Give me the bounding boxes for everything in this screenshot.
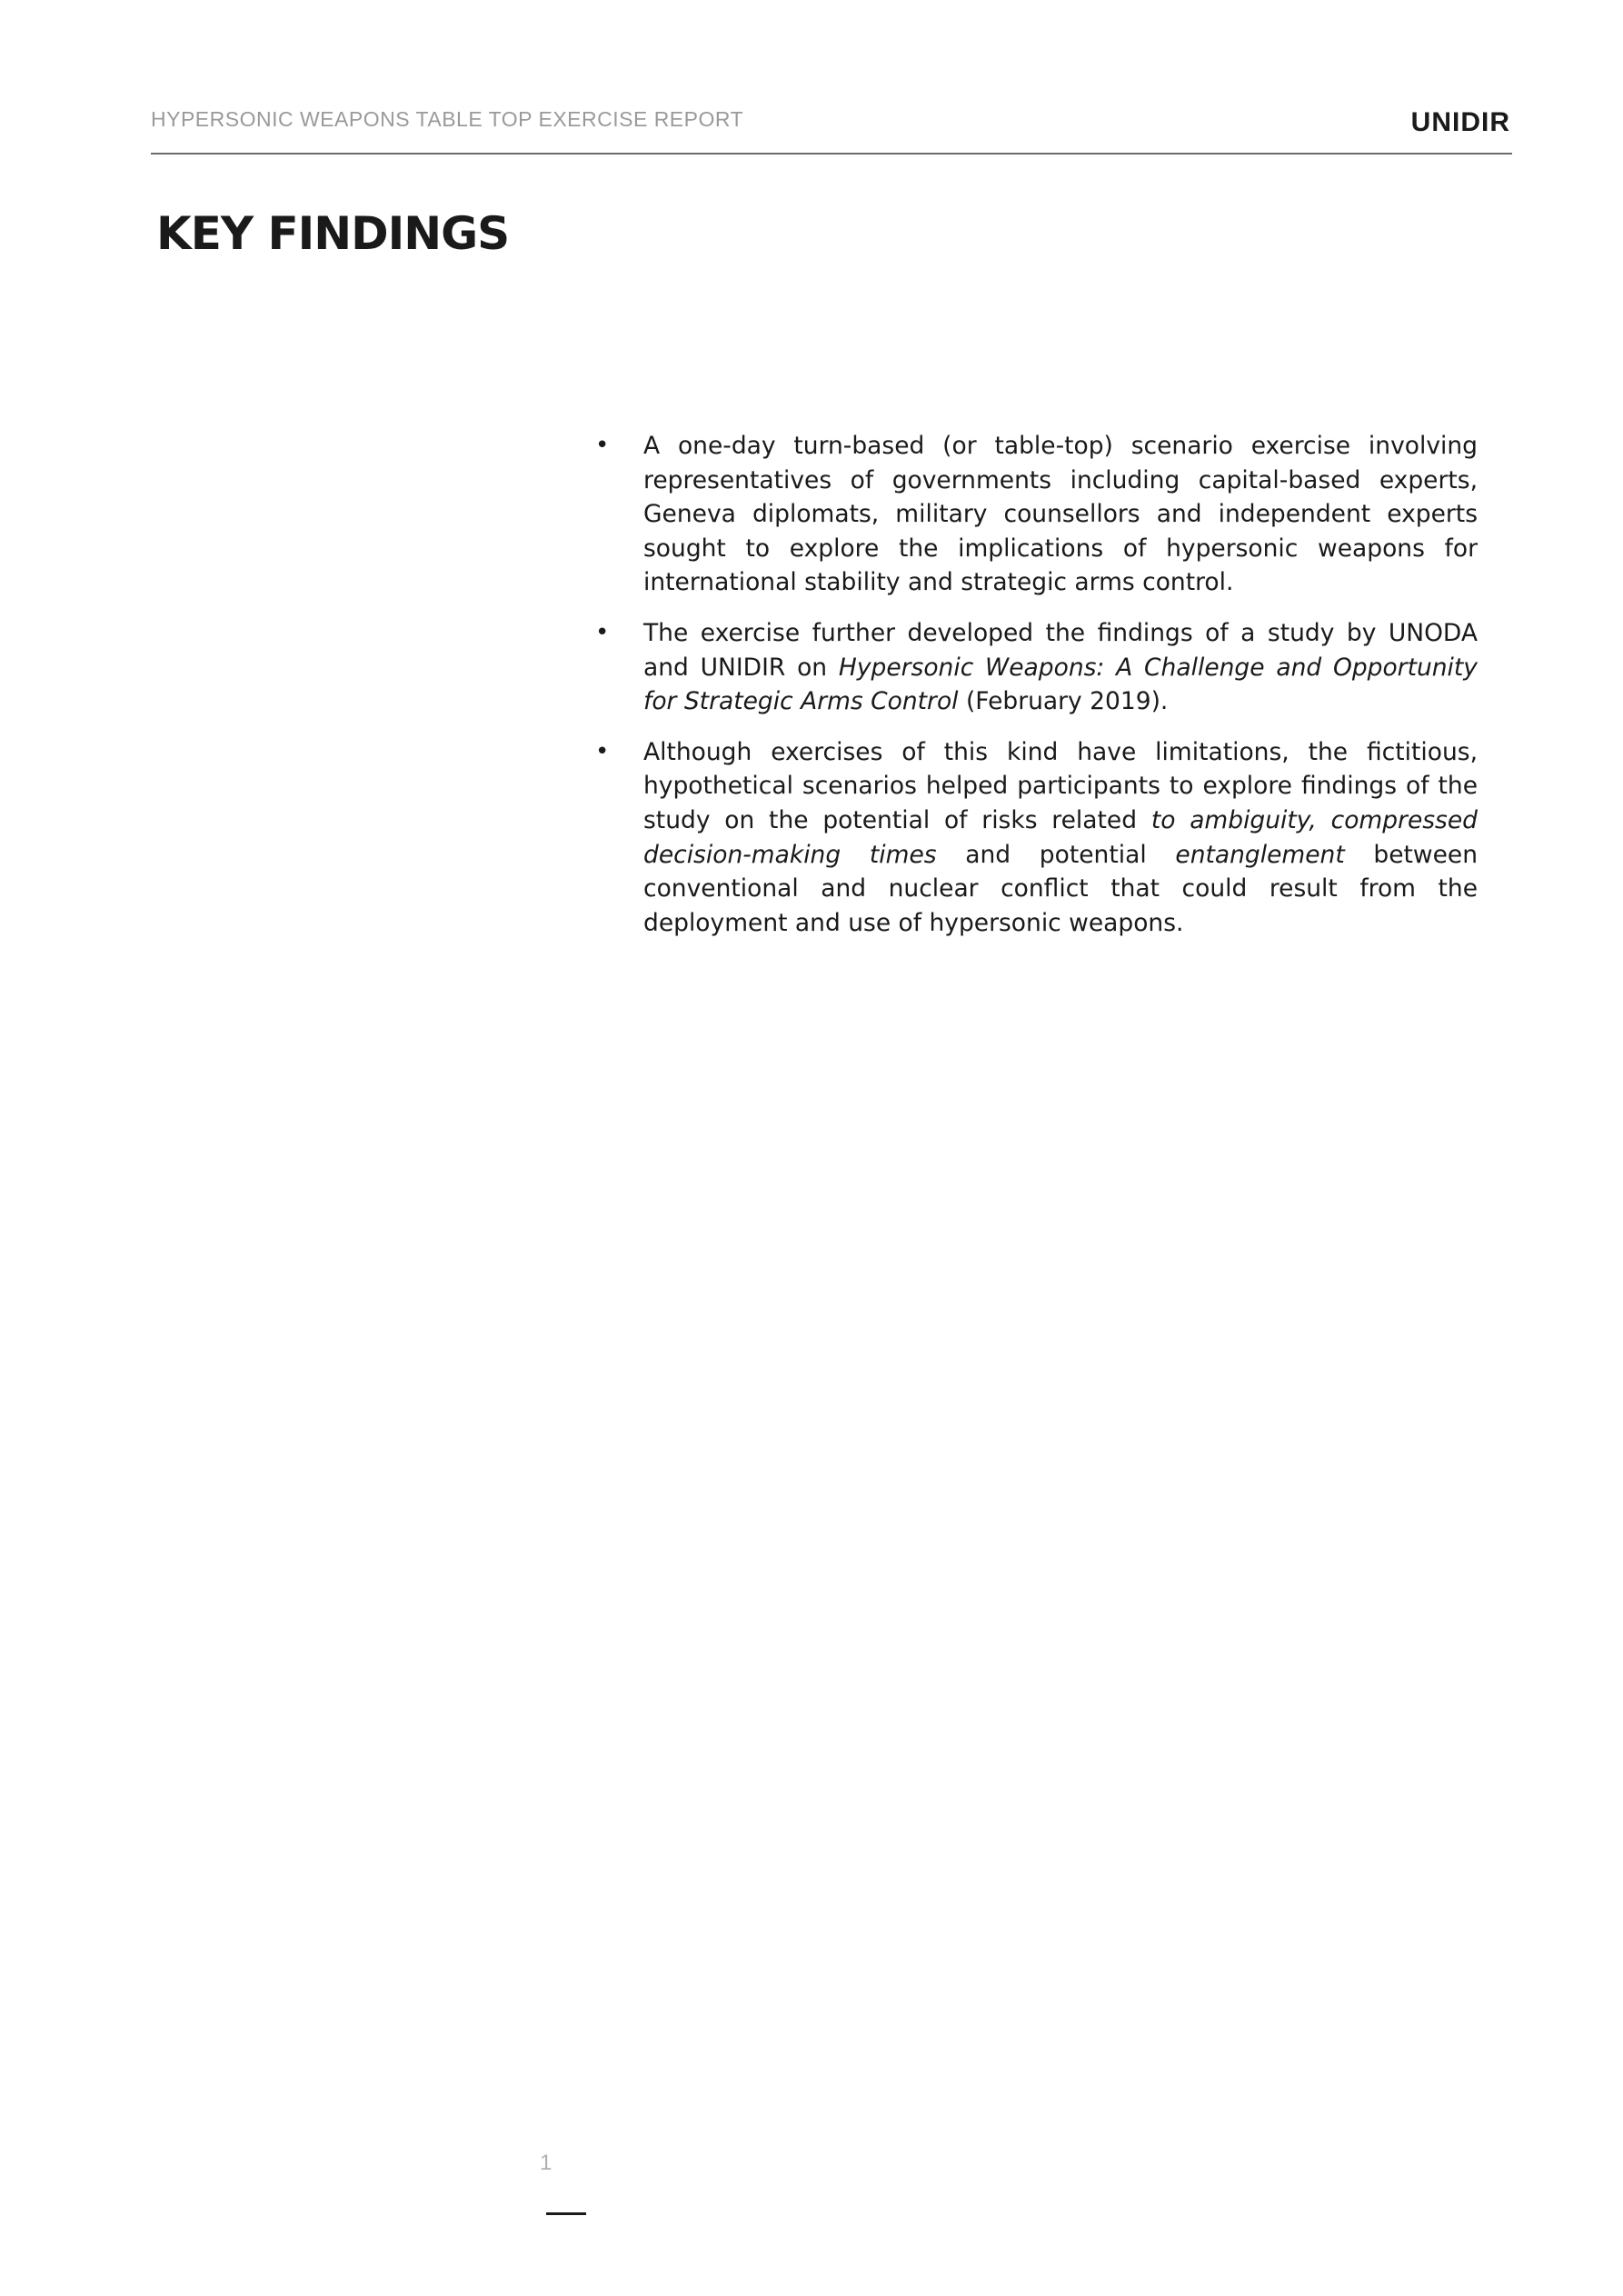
key-findings-list: [595, 429, 1479, 956]
bullet-icon: •: [595, 737, 610, 765]
page-number-rule: [546, 2212, 586, 2215]
emphasis-text: entanglement: [1175, 840, 1345, 869]
finding-text: The exercise further developed the findings of a study by UNODA and UNIDIR on: [643, 618, 1478, 682]
page-title: KEY FINDINGS: [156, 207, 510, 260]
page-number: 1: [540, 2151, 553, 2175]
finding-text: between conventional and nuclear conflict that could result from the deployment and use of hypersonic weapons.: [643, 840, 1479, 937]
finding-text: Although exercises of this kind have limitations, the fictitious, hypothetical scenarios helped participants to explore findings of the study on the potential of risks related: [643, 737, 1478, 834]
brand-logo-text: UNIDIR: [1410, 107, 1510, 137]
page-header: [151, 102, 1512, 155]
finding-text: (February 2019).: [958, 687, 1169, 716]
bullet-icon: •: [595, 618, 610, 646]
emphasis-text: to ambiguity, compressed decision-making times: [643, 805, 1478, 869]
finding-item: [595, 429, 1478, 600]
finding-text: A one-day turn-based (or table-top) scenario exercise involving representatives of governments including capital-based experts, Geneva diplomats, military counsellors and independent experts sought to explore the implications of hypersonic weapons for international stability and strategic arms control.: [643, 432, 1478, 597]
finding-item: [595, 616, 1478, 719]
bullet-icon: •: [595, 432, 610, 459]
finding-text: and potential: [936, 840, 1176, 869]
study-title: Hypersonic Weapons: A Challenge and Opportunity for Strategic Arms Control: [643, 653, 1478, 716]
finding-item: [595, 735, 1479, 941]
report-title: HYPERSONIC WEAPONS TABLE TOP EXERCISE REPORT: [151, 107, 744, 131]
